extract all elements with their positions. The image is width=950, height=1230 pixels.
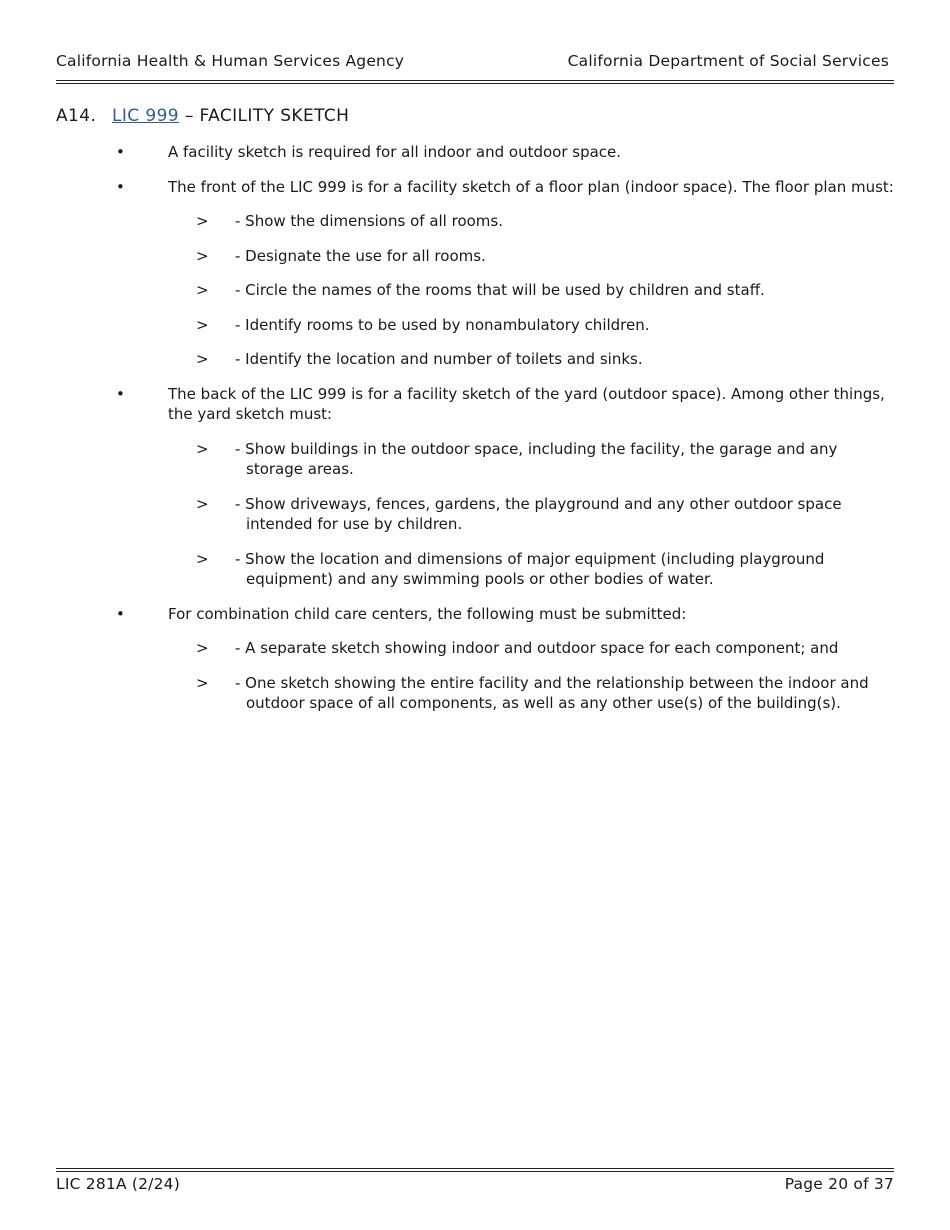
sub-item-text: - Show the location and dimensions of major equipment (including playground equipment) and any swimming pools or other bodies of water. (235, 549, 825, 588)
arrow-icon: > (196, 439, 209, 458)
sub-item-text: - Show the dimensions of all rooms. (235, 212, 504, 230)
form-id: LIC 281A (2/24) (56, 1175, 180, 1193)
arrow-icon: > (196, 549, 209, 568)
sub-item (196, 211, 894, 232)
sub-item-text: - A separate sketch showing indoor and outdoor space for each component; and (235, 639, 839, 657)
sub-item (196, 638, 894, 659)
footer-rule-bottom (56, 1171, 894, 1172)
sub-item (196, 494, 894, 535)
sub-item (196, 673, 894, 714)
bullet-icon: • (116, 384, 125, 403)
sub-item-text: - Identify the location and number of toilets and sinks. (235, 350, 643, 368)
sub-item-text: - Designate the use for all rooms. (235, 246, 486, 265)
arrow-icon: > (196, 281, 209, 299)
section-title: – FACILITY SKETCH (179, 106, 350, 126)
list-item (56, 177, 894, 370)
page-number: Page 20 of 37 (784, 1175, 894, 1193)
list-item (56, 384, 894, 590)
arrow-icon: > (196, 494, 209, 513)
sub-item-text: - Show buildings in the outdoor space, including the facility, the garage and any storage areas. (235, 439, 838, 478)
bullet-text: For combination child care centers, the following must be submitted: (168, 604, 687, 623)
sub-item-text: - Circle the names of the rooms that will be used by children and staff. (235, 281, 765, 299)
header-department: California Department of Social Services (567, 52, 889, 70)
header-rule-bottom (56, 83, 894, 84)
bullet-text: A facility sketch is required for all indoor and outdoor space. (168, 143, 622, 161)
header-rule-top (56, 80, 894, 81)
footer-rule-top (56, 1168, 894, 1169)
bullet-text: The front of the LIC 999 is for a facility sketch of a floor plan (indoor space). The floor plan must: (168, 177, 894, 196)
section-number: A14. (56, 106, 97, 126)
bullet-icon: • (116, 604, 125, 623)
sub-item (196, 315, 894, 336)
section-heading (56, 106, 349, 126)
arrow-icon: > (196, 639, 209, 657)
arrow-icon: > (196, 673, 209, 692)
sub-item (196, 246, 894, 267)
arrow-icon: > (196, 350, 209, 368)
list-item (56, 604, 894, 714)
sub-item (196, 439, 894, 480)
bullet-list (56, 142, 894, 728)
lic-999-link[interactable]: LIC 999 (112, 106, 180, 126)
sub-item (196, 349, 894, 370)
bullet-icon: • (116, 177, 125, 196)
sub-item (196, 549, 894, 590)
sub-item-text: - Show driveways, fences, gardens, the playground and any other outdoor space intended for use by children. (235, 494, 842, 533)
arrow-icon: > (196, 246, 209, 265)
list-item (56, 142, 894, 163)
bullet-text: The back of the LIC 999 is for a facility sketch of the yard (outdoor space). Among other things, the yard sketch must: (168, 384, 885, 423)
sub-item-text: - One sketch showing the entire facility and the relationship between the indoor and outdoor space of all components, as well as any other use(s) of the building(s). (235, 673, 869, 712)
arrow-icon: > (196, 315, 209, 334)
sub-item (196, 280, 894, 301)
bullet-icon: • (116, 143, 125, 161)
page-header (56, 52, 894, 72)
arrow-icon: > (196, 212, 209, 230)
sub-item-text: - Identify rooms to be used by nonambulatory children. (235, 315, 650, 334)
header-agency: California Health & Human Services Agency (56, 52, 405, 70)
